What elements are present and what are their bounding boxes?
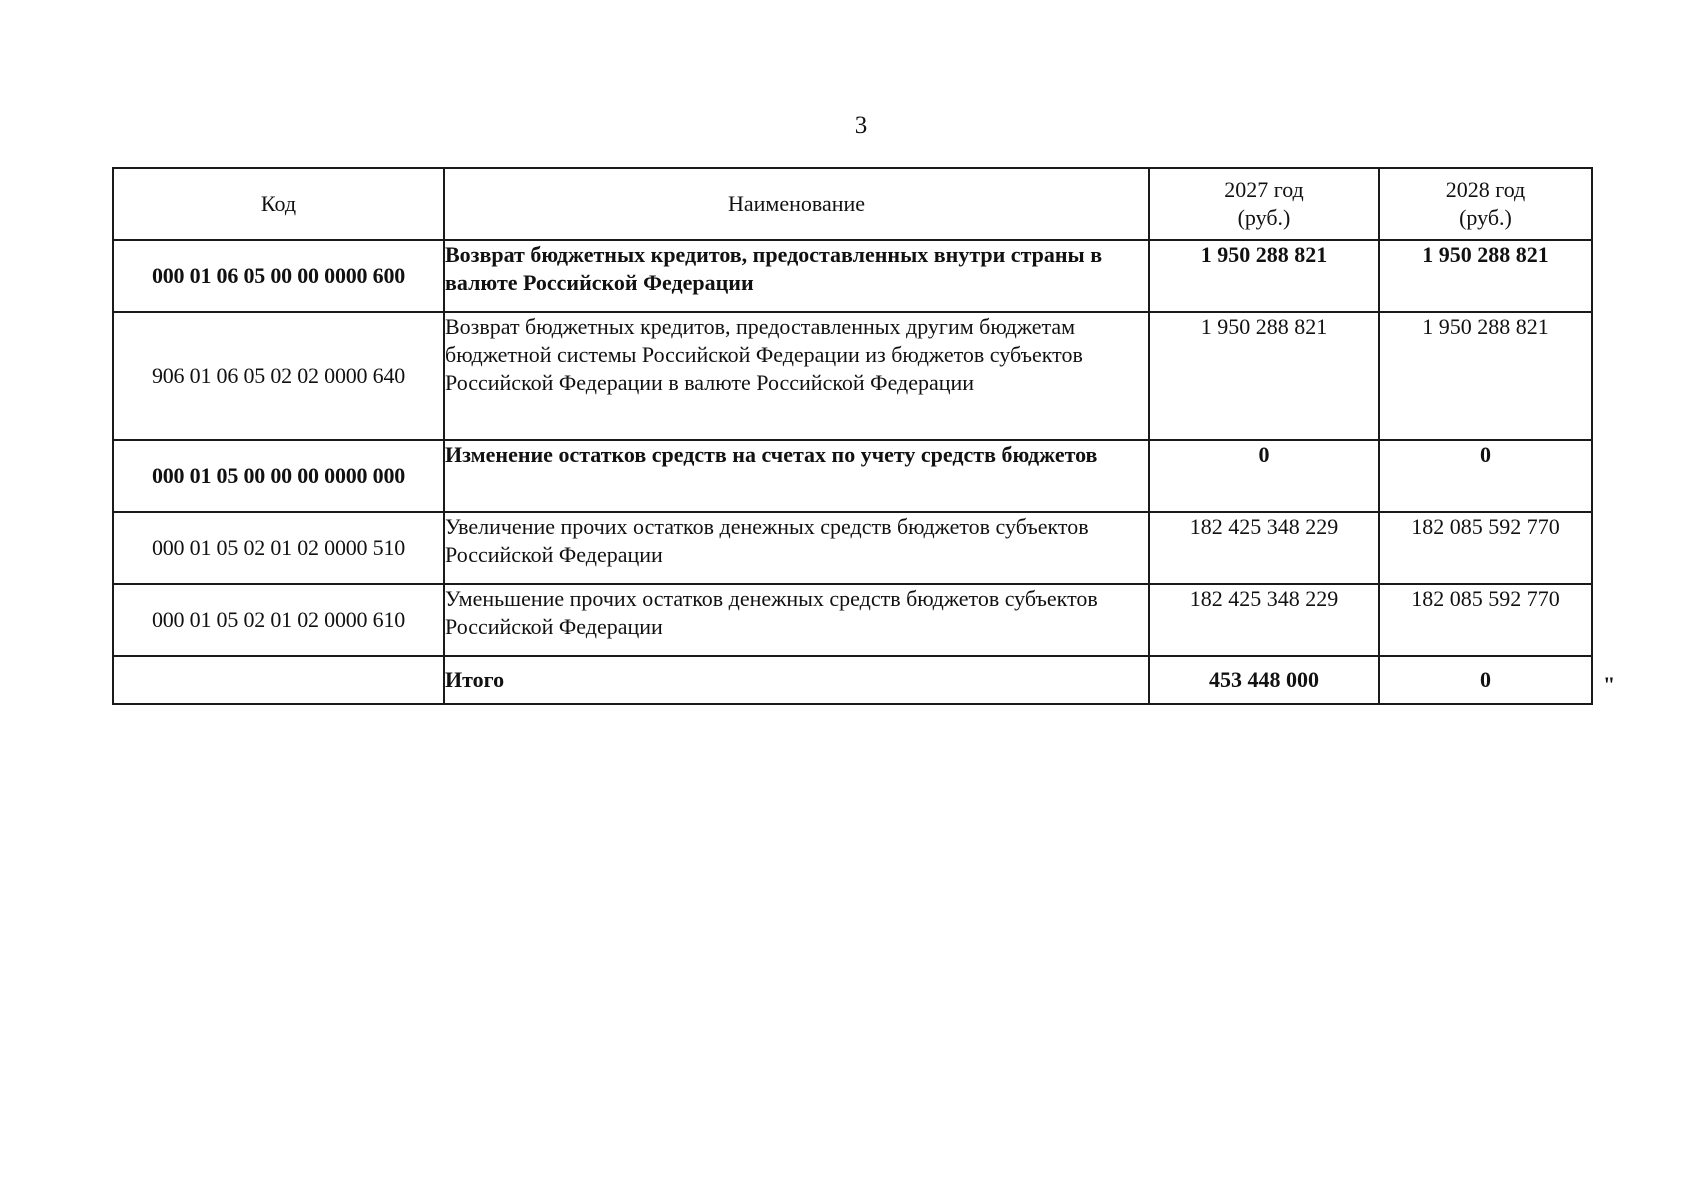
total-row <box>113 656 1592 704</box>
table-row <box>113 512 1592 584</box>
total-label: Итого <box>444 656 1149 704</box>
row-value-2027: 0 <box>1149 440 1379 512</box>
row-code: 000 01 05 02 01 02 0000 610 <box>113 584 444 656</box>
row-name: Уменьшение прочих остатков денежных средств бюджетов субъектов Российской Федерации <box>444 584 1149 656</box>
row-value-2028: 0 <box>1379 440 1592 512</box>
total-code <box>113 656 444 704</box>
row-name: Изменение остатков средств на счетах по учету средств бюджетов <box>444 440 1149 512</box>
row-value-2028: 1 950 288 821 <box>1379 240 1592 312</box>
total-value-2028: 0 <box>1379 656 1592 704</box>
header-2027-year: 2027 год <box>1224 177 1304 202</box>
closing-quote-mark: " <box>1603 672 1616 697</box>
total-value-2027: 453 448 000 <box>1149 656 1379 704</box>
row-code: 000 01 05 00 00 00 0000 000 <box>113 440 444 512</box>
row-code: 000 01 05 02 01 02 0000 510 <box>113 512 444 584</box>
row-value-2027: 1 950 288 821 <box>1149 312 1379 440</box>
row-value-2027: 182 425 348 229 <box>1149 512 1379 584</box>
header-name: Наименование <box>444 168 1149 240</box>
table-row <box>113 440 1592 512</box>
header-2028 <box>1379 168 1592 240</box>
table-row <box>113 312 1592 440</box>
header-2027 <box>1149 168 1379 240</box>
header-2028-unit: (руб.) <box>1459 205 1512 230</box>
header-2027-unit: (руб.) <box>1237 205 1291 230</box>
row-value-2027: 1 950 288 821 <box>1149 240 1379 312</box>
budget-sources-table <box>112 167 1593 705</box>
page-number: 3 <box>854 112 868 139</box>
row-value-2028: 1 950 288 821 <box>1379 312 1592 440</box>
row-code: 000 01 06 05 00 00 0000 600 <box>113 240 444 312</box>
row-name: Возврат бюджетных кредитов, предоставленных другим бюджетам бюджетной системы Российской Федерации из бюджетов субъектов Российской Федерации в валюте Российской Федерации <box>444 312 1149 440</box>
row-value-2027: 182 425 348 229 <box>1149 584 1379 656</box>
table-row <box>113 584 1592 656</box>
row-name: Увеличение прочих остатков денежных средств бюджетов субъектов Российской Федерации <box>444 512 1149 584</box>
row-name: Возврат бюджетных кредитов, предоставленных внутри страны в валюте Российской Федерации <box>444 240 1149 312</box>
header-2028-year: 2028 год <box>1445 177 1526 202</box>
header-code: Код <box>113 168 444 240</box>
table-row <box>113 240 1592 312</box>
row-value-2028: 182 085 592 770 <box>1379 512 1592 584</box>
table-header-row <box>113 168 1592 240</box>
row-code: 906 01 06 05 02 02 0000 640 <box>113 312 444 440</box>
row-value-2028: 182 085 592 770 <box>1379 584 1592 656</box>
